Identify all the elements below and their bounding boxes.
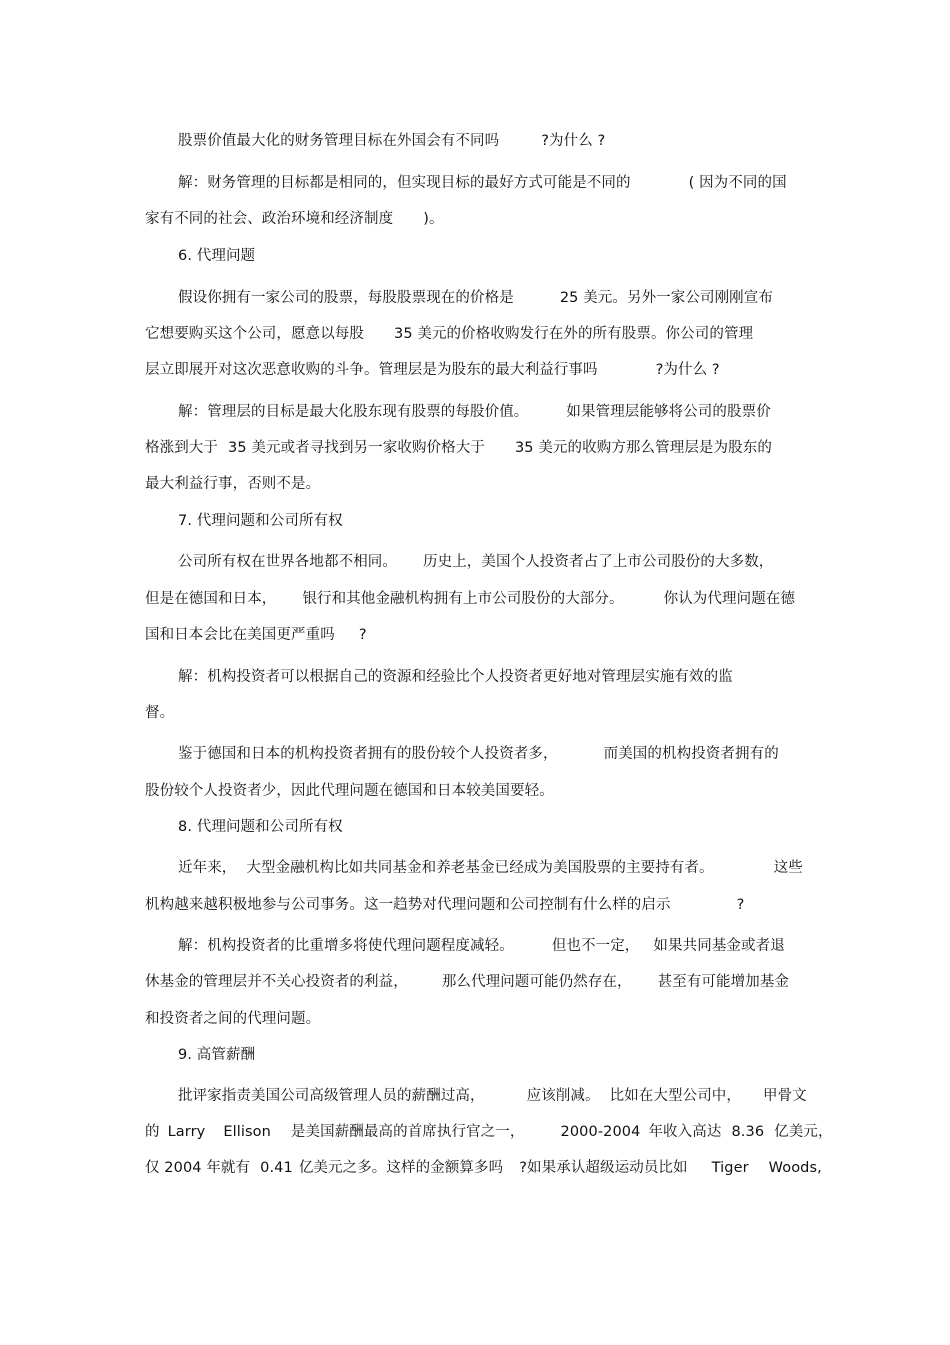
paragraph-line <box>145 703 174 723</box>
paragraph-line <box>178 667 733 687</box>
paragraph-line <box>145 209 444 229</box>
section-heading <box>178 1045 255 1065</box>
text-run: 解：财务管理的目标都是相同的，但实现目标的最好方式可能是不同的 <box>178 175 631 191</box>
text-run: ?如果承认超级运动员比如 <box>519 1160 688 1176</box>
paragraph-line <box>178 744 779 764</box>
text-run: 仅 2004 年就有 <box>145 1160 251 1176</box>
text-run: 6. 代理问题 <box>178 248 256 264</box>
text-run: 甲骨文 <box>763 1088 807 1104</box>
paragraph-line <box>145 474 320 494</box>
text-run: Ellison <box>223 1124 271 1140</box>
text-run: 大型金融机构比如共同基金和养老基金已经成为美国股票的主要持有者。 <box>246 860 714 876</box>
paragraph-line <box>178 173 787 193</box>
text-run: 的 <box>145 1124 160 1140</box>
text-run: 8.36 <box>731 1124 765 1140</box>
text-run: 层立即展开对这次恶意收购的斗争。管理层是为股东的最大利益行事吗 <box>145 362 598 378</box>
text-run: 但是在德国和日本， <box>145 591 277 607</box>
text-run: 比如在大型公司中， <box>609 1088 742 1104</box>
text-run: 假设你拥有一家公司的股票，每股股票现在的价格是 <box>178 290 514 306</box>
text-run: 9. 高管薪酬 <box>178 1047 256 1063</box>
text-run: 那么代理问题可能仍然存在， <box>441 974 632 990</box>
text-run: 股份较个人投资者少，因此代理问题在德国和日本较美国要轻。 <box>145 783 554 799</box>
paragraph-line <box>178 858 803 878</box>
section-heading <box>178 511 343 531</box>
text-run: 股票价值最大化的财务管理目标在外国会有不同吗 <box>178 133 500 149</box>
paragraph-line <box>178 1086 807 1106</box>
paragraph-line <box>178 552 773 572</box>
paragraph-line <box>145 1158 822 1178</box>
text-run: 和投资者之间的代理问题。 <box>145 1011 321 1027</box>
text-run: 应该削减。 <box>526 1088 600 1104</box>
text-run: 7. 代理问题和公司所有权 <box>178 513 343 529</box>
text-run: 而美国的机构投资者拥有的 <box>603 746 779 762</box>
paragraph-line <box>178 288 773 308</box>
text-run: 国和日本会比在美国更严重吗 <box>145 627 335 643</box>
paragraph-line <box>145 360 720 380</box>
text-run: 35 美元的收购方那么管理层是为股东的 <box>514 440 772 456</box>
paragraph-line <box>145 438 772 458</box>
text-run: 8. 代理问题和公司所有权 <box>178 819 343 835</box>
section-heading <box>178 817 343 837</box>
text-run: 历史上，美国个人投资者占了上市公司股份的大多数， <box>423 554 774 570</box>
text-run: 它想要购买这个公司，愿意以每股 <box>145 326 364 342</box>
text-run: 督。 <box>145 705 175 721</box>
text-run: 鉴于德国和日本的机构投资者拥有的股份较个人投资者多， <box>178 746 558 762</box>
text-run: 解：机构投资者可以根据自己的资源和经验比个人投资者更好地对管理层实施有效的监 <box>178 669 733 685</box>
paragraph-line <box>145 972 789 992</box>
paragraph-line <box>145 781 554 801</box>
paragraph-line <box>145 589 795 609</box>
text-run: 机构越来越积极地参与公司事务。这一趋势对代理问题和公司控制有什么样的启示 <box>145 897 671 913</box>
paragraph-line <box>178 402 771 422</box>
text-run: Tiger <box>711 1160 749 1176</box>
text-run: 家有不同的社会、政治环境和经济制度 <box>145 211 394 227</box>
text-run: 近年来， <box>178 860 237 876</box>
text-run: 银行和其他金融机构拥有上市公司股份的大部分。 <box>302 591 624 607</box>
text-run: ? <box>736 897 745 913</box>
text-run: 如果共同基金或者退 <box>653 938 785 954</box>
paragraph-line <box>145 324 753 344</box>
text-run: Woods, <box>768 1160 822 1176</box>
text-run: 35 美元的价格收购发行在外的所有股票。你公司的管理 <box>394 326 754 342</box>
text-run: 解：机构投资者的比重增多将使代理问题程度减轻。 <box>178 938 514 954</box>
paragraph-line <box>145 1009 320 1029</box>
text-run: 亿美元， <box>774 1124 833 1140</box>
text-run: 年收入高达 <box>648 1124 722 1140</box>
section-heading <box>178 246 255 266</box>
paragraph-line <box>145 1122 833 1142</box>
paragraph-line <box>145 895 744 915</box>
text-run: 如果管理层能够将公司的股票价 <box>566 404 771 420</box>
text-run: 这些 <box>773 860 803 876</box>
text-run: ?为什么 ? <box>541 133 606 149</box>
text-run: ( 因为不同的国 <box>688 175 787 191</box>
text-run: Larry <box>167 1124 206 1140</box>
text-run: 批评家指责美国公司高级管理人员的薪酬过高， <box>178 1088 485 1104</box>
text-run: 亿美元之多。这样的金额算多吗 <box>298 1160 504 1176</box>
text-run: 甚至有可能增加基金 <box>657 974 790 990</box>
paragraph-line <box>145 625 367 645</box>
text-run: 0.41 <box>260 1160 293 1176</box>
text-run: ?为什么 ? <box>655 362 720 378</box>
text-run: 公司所有权在世界各地都不相同。 <box>178 554 397 570</box>
text-run: 是美国薪酬最高的首席执行官之一， <box>290 1124 525 1140</box>
text-run: 最大利益行事，否则不是。 <box>145 476 321 492</box>
text-run: 解：管理层的目标是最大化股东现有股票的每股价值。 <box>178 404 529 420</box>
text-run: 格涨到大于 <box>145 440 218 456</box>
text-run: )。 <box>423 211 444 227</box>
paragraph-line <box>178 131 605 151</box>
text-run: 25 美元。另外一家公司刚刚宣布 <box>559 290 773 306</box>
text-run: 你认为代理问题在德 <box>663 591 796 607</box>
text-run: 休基金的管理层并不关心投资者的利益， <box>145 974 408 990</box>
text-run: 2000-2004 <box>560 1124 641 1140</box>
text-run: 但也不一定， <box>551 938 640 954</box>
text-run: 35 美元或者寻找到另一家收购价格大于 <box>228 440 485 456</box>
text-run: ? <box>358 627 367 643</box>
paragraph-line <box>178 936 785 956</box>
